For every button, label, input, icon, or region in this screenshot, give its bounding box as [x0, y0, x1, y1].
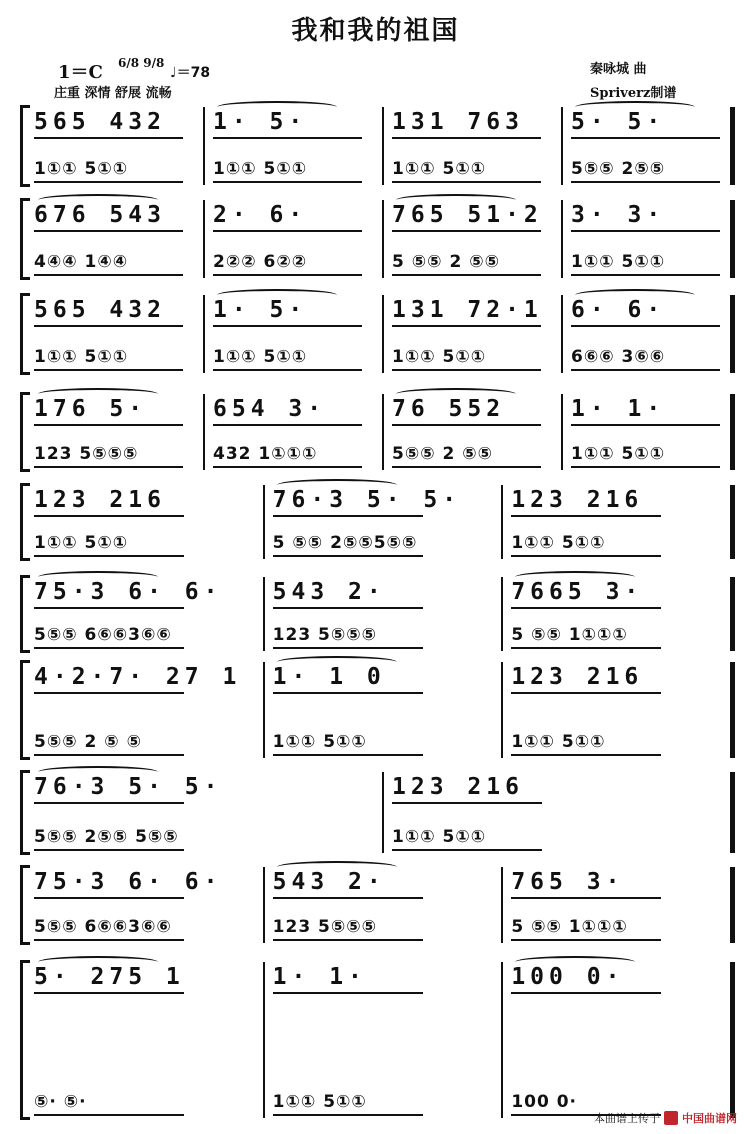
measure — [207, 293, 376, 375]
slur-line — [575, 101, 695, 113]
bass-beam-line — [511, 939, 661, 941]
bass-beam-line — [273, 555, 423, 557]
melody-notes: 565 432 — [34, 109, 166, 135]
beam-line — [34, 607, 184, 609]
barline — [263, 962, 265, 1118]
system-bracket — [20, 660, 23, 760]
beam-line — [571, 137, 720, 139]
bass-beam-line — [511, 754, 661, 756]
barline — [382, 295, 384, 373]
measure — [505, 960, 734, 1120]
barline — [730, 962, 735, 1118]
system-bracket — [20, 198, 23, 280]
melody-notes: 131 763 — [392, 109, 524, 135]
measure — [505, 575, 734, 653]
barline — [263, 485, 265, 559]
site-logo-icon — [664, 1111, 678, 1125]
bass-notes: 6⑥⑥ 3⑥⑥ — [571, 347, 666, 367]
beam-line — [213, 424, 362, 426]
beam-line — [511, 692, 661, 694]
bass-beam-line — [213, 466, 362, 468]
beam-line — [571, 424, 720, 426]
bass-beam-line — [34, 181, 183, 183]
system-bracket — [20, 392, 23, 472]
melody-notes: 75·3 6· 6· — [34, 579, 223, 605]
beam-line — [273, 992, 423, 994]
melody-notes: 1· 5· — [213, 109, 308, 135]
bass-beam-line — [34, 849, 184, 851]
measure — [267, 575, 496, 653]
bass-notes: 5⑤⑤ 6⑥⑥3⑥⑥ — [34, 917, 172, 937]
bass-notes: 5 ⑤⑤ 1①①① — [511, 625, 628, 645]
measure — [28, 483, 257, 561]
melody-notes: 3· 3· — [571, 202, 666, 228]
measure — [267, 865, 496, 945]
arranger-credit: Spriverz制谱 — [590, 86, 677, 101]
beam-line — [34, 692, 184, 694]
melody-notes: 5· 5· — [571, 109, 666, 135]
beam-line — [273, 607, 423, 609]
score-row — [20, 392, 736, 472]
measure — [28, 105, 197, 187]
melody-notes: 76 552 — [392, 396, 506, 422]
measure — [565, 198, 734, 280]
measure — [28, 575, 257, 653]
melody-notes: 123 216 — [392, 774, 524, 800]
measure — [28, 198, 197, 280]
melody-notes: 1· 1 0 — [272, 664, 386, 690]
bass-beam-line — [571, 181, 720, 183]
key-signature: 1＝C — [58, 62, 103, 83]
bass-notes: 1①① 5①① — [34, 159, 129, 179]
system-bracket — [20, 960, 23, 1120]
score-row — [20, 575, 736, 653]
expression-text: 庄重 深情 舒展 流畅 — [54, 86, 172, 101]
beam-line — [392, 424, 541, 426]
measure — [207, 392, 376, 472]
melody-notes: 176 5· — [34, 396, 148, 422]
measure — [267, 660, 496, 760]
barline — [561, 200, 563, 278]
melody-notes: 676 543 — [34, 202, 166, 228]
melody-notes: 565 432 — [34, 297, 166, 323]
beam-line — [273, 515, 423, 517]
bass-beam-line — [273, 939, 423, 941]
site-name: 中国曲谱网 — [682, 1112, 737, 1125]
barline — [501, 867, 503, 943]
uploaded-text: 本曲谱上传于 — [594, 1112, 660, 1125]
beam-line — [511, 992, 661, 994]
beam-line — [273, 692, 423, 694]
bass-notes: 1①① 5①① — [511, 732, 606, 752]
barline — [382, 772, 384, 853]
bass-notes: 2②② 6②② — [213, 252, 308, 272]
bass-beam-line — [392, 274, 541, 276]
barline — [730, 577, 735, 651]
measure — [207, 198, 376, 280]
barline — [561, 107, 563, 185]
beam-line — [34, 802, 184, 804]
measure — [386, 105, 555, 187]
bass-notes: 1①① 5①① — [272, 1092, 367, 1112]
bass-notes: 1①① 5①① — [571, 252, 666, 272]
bass-notes: 5⑤⑤ 2 ⑤ ⑤ — [34, 732, 142, 752]
score-row — [20, 198, 736, 280]
composer-credit: 秦咏城 曲 — [590, 62, 647, 77]
melody-notes: 100 0· — [511, 964, 625, 990]
measure — [267, 960, 496, 1120]
bass-notes: 1①① 5①① — [213, 159, 308, 179]
bass-notes: 5 ⑤⑤ 1①①① — [511, 917, 628, 937]
barline — [263, 662, 265, 758]
bass-beam-line — [213, 369, 362, 371]
beam-line — [213, 230, 362, 232]
bass-beam-line — [571, 274, 720, 276]
bass-notes: 123 5⑤⑤⑤ — [34, 444, 139, 464]
system-bracket — [20, 293, 23, 375]
melody-notes: 2· 6· — [213, 202, 308, 228]
beam-line — [392, 325, 541, 327]
bass-notes: 1①① 5①① — [511, 533, 606, 553]
time-signatures — [118, 58, 164, 69]
measure — [267, 483, 496, 561]
slur-line — [396, 388, 516, 400]
melody-notes: 543 2· — [272, 579, 386, 605]
bass-beam-line — [571, 369, 720, 371]
beam-line — [511, 607, 661, 609]
beam-line — [511, 515, 661, 517]
barline — [203, 107, 205, 185]
score-row — [20, 293, 736, 375]
barline — [501, 485, 503, 559]
bass-beam-line — [392, 849, 542, 851]
measure — [386, 198, 555, 280]
bass-notes: 1①① 5①① — [392, 159, 487, 179]
measure — [386, 770, 734, 855]
barline — [382, 200, 384, 278]
beam-line — [392, 230, 541, 232]
measure — [28, 392, 197, 472]
beam-line — [34, 515, 184, 517]
slur-line — [38, 766, 158, 778]
beam-line — [34, 137, 183, 139]
tempo-marking: ♩＝78 — [170, 65, 211, 81]
bass-beam-line — [392, 181, 541, 183]
bass-beam-line — [273, 647, 423, 649]
beam-line — [213, 325, 362, 327]
score-row — [20, 483, 736, 561]
slur-line — [277, 479, 397, 491]
measure — [386, 293, 555, 375]
beam-line — [571, 230, 720, 232]
measure — [505, 660, 734, 760]
beam-line — [571, 325, 720, 327]
melody-notes: 123 216 — [511, 664, 644, 690]
barline — [263, 577, 265, 651]
bass-beam-line — [273, 1114, 423, 1116]
system-bracket — [20, 770, 23, 855]
bass-notes: 1①① 5①① — [272, 732, 367, 752]
score-row — [20, 865, 736, 945]
barline — [501, 662, 503, 758]
slur-line — [277, 656, 397, 668]
barline — [561, 295, 563, 373]
bass-beam-line — [34, 274, 183, 276]
melody-notes: 4·2·7· 27 1 — [34, 664, 242, 690]
melody-notes: 76·3 5· 5· — [272, 487, 462, 513]
bass-notes: 1①① 5①① — [213, 347, 308, 367]
bass-notes: 1①① 5①① — [571, 444, 666, 464]
beam-line — [392, 137, 541, 139]
time-sig-1: 6/8 — [118, 56, 140, 70]
bass-beam-line — [511, 647, 661, 649]
melody-notes: 654 3· — [213, 396, 327, 422]
bass-notes: 432 1①①① — [213, 444, 318, 464]
bass-beam-line — [213, 181, 362, 183]
melody-notes: 6· 6· — [571, 297, 666, 323]
slur-line — [515, 571, 635, 583]
system-bracket — [20, 105, 23, 187]
system-bracket — [20, 483, 23, 561]
barline — [501, 962, 503, 1118]
measure — [505, 483, 734, 561]
beam-line — [392, 802, 542, 804]
barline — [730, 867, 735, 943]
melody-notes: 123 216 — [34, 487, 166, 513]
barline — [730, 200, 735, 278]
measure — [28, 660, 257, 760]
bass-beam-line — [34, 647, 184, 649]
barline — [263, 867, 265, 943]
melody-notes: 123 216 — [511, 487, 644, 513]
bass-notes: 123 5⑤⑤⑤ — [272, 917, 378, 937]
measure — [565, 105, 734, 187]
barline — [730, 295, 735, 373]
bass-beam-line — [213, 274, 362, 276]
bass-beam-line — [392, 466, 541, 468]
bass-beam-line — [392, 369, 541, 371]
bass-notes: 5 ⑤⑤ 2⑤⑤5⑤⑤ — [272, 533, 418, 553]
melody-notes: 76·3 5· 5· — [34, 774, 223, 800]
bass-notes: 5⑤⑤ 2 ⑤⑤ — [392, 444, 494, 464]
page-title: 我和我的祖国 — [291, 16, 460, 46]
bass-notes: 1①① 5①① — [392, 827, 487, 847]
score-row — [20, 960, 736, 1120]
barline — [730, 485, 735, 559]
barline — [203, 394, 205, 470]
beam-line — [34, 230, 183, 232]
measure — [505, 865, 734, 945]
melody-notes: 7665 3· — [511, 579, 644, 605]
slur-line — [217, 101, 337, 113]
melody-notes: 5· 275 1 — [34, 964, 185, 990]
bass-beam-line — [34, 1114, 184, 1116]
melody-notes: 1· 5· — [213, 297, 308, 323]
slur-line — [515, 956, 635, 968]
beam-line — [511, 897, 661, 899]
measure — [207, 105, 376, 187]
time-sig-2: 9/8 — [143, 56, 165, 70]
beam-line — [34, 325, 183, 327]
measure — [386, 392, 555, 472]
slur-line — [38, 956, 158, 968]
measure — [28, 293, 197, 375]
barline — [730, 662, 735, 758]
system-bracket — [20, 575, 23, 653]
score-row — [20, 770, 736, 855]
bass-notes: 1①① 5①① — [34, 347, 129, 367]
slur-line — [38, 388, 158, 400]
bass-notes: ⑤· ⑤· — [34, 1092, 87, 1112]
slur-line — [217, 289, 337, 301]
bass-beam-line — [34, 555, 184, 557]
measure — [28, 865, 257, 945]
melody-notes: 765 3· — [511, 869, 625, 895]
bass-notes: 123 5⑤⑤⑤ — [272, 625, 378, 645]
measure — [28, 770, 376, 855]
barline — [730, 107, 735, 185]
measure — [565, 392, 734, 472]
slur-line — [575, 289, 695, 301]
barline — [203, 295, 205, 373]
measure — [565, 293, 734, 375]
bass-notes: 5 ⑤⑤ 2 ⑤⑤ — [392, 252, 500, 272]
barline — [382, 394, 384, 470]
melody-notes: 75·3 6· 6· — [34, 869, 223, 895]
melody-notes: 1· 1· — [571, 396, 666, 422]
footer — [594, 1110, 737, 1126]
bass-notes: 5⑤⑤ 2⑤⑤ 5⑤⑤ — [34, 827, 179, 847]
score-row — [20, 105, 736, 187]
bass-beam-line — [34, 939, 184, 941]
beam-line — [34, 424, 183, 426]
bass-notes: 1①① 5①① — [392, 347, 487, 367]
system-bracket — [20, 865, 23, 945]
slur-line — [396, 194, 516, 206]
bass-notes: 4④④ 1④④ — [34, 252, 129, 272]
barline — [561, 394, 563, 470]
melody-notes: 131 72·1 — [392, 297, 543, 323]
slur-line — [277, 861, 397, 873]
bass-notes: 100 0· — [511, 1092, 578, 1112]
slur-line — [38, 194, 158, 206]
barline — [730, 394, 735, 470]
melody-notes: 543 2· — [272, 869, 386, 895]
barline — [382, 107, 384, 185]
bass-notes: 1①① 5①① — [34, 533, 129, 553]
bass-beam-line — [34, 369, 183, 371]
beam-line — [273, 897, 423, 899]
bass-beam-line — [511, 555, 661, 557]
bass-beam-line — [34, 466, 183, 468]
barline — [501, 577, 503, 651]
slur-line — [38, 571, 158, 583]
measure — [28, 960, 257, 1120]
barline — [730, 772, 735, 853]
bass-notes: 5⑤⑤ 2⑤⑤ — [571, 159, 666, 179]
bass-beam-line — [34, 754, 184, 756]
barline — [203, 200, 205, 278]
bass-notes: 5⑤⑤ 6⑥⑥3⑥⑥ — [34, 625, 172, 645]
score-row — [20, 660, 736, 760]
beam-line — [34, 992, 184, 994]
beam-line — [34, 897, 184, 899]
bass-beam-line — [571, 466, 720, 468]
melody-notes: 765 51·2 — [392, 202, 543, 228]
bass-beam-line — [273, 754, 423, 756]
melody-notes: 1· 1· — [272, 964, 367, 990]
beam-line — [213, 137, 362, 139]
